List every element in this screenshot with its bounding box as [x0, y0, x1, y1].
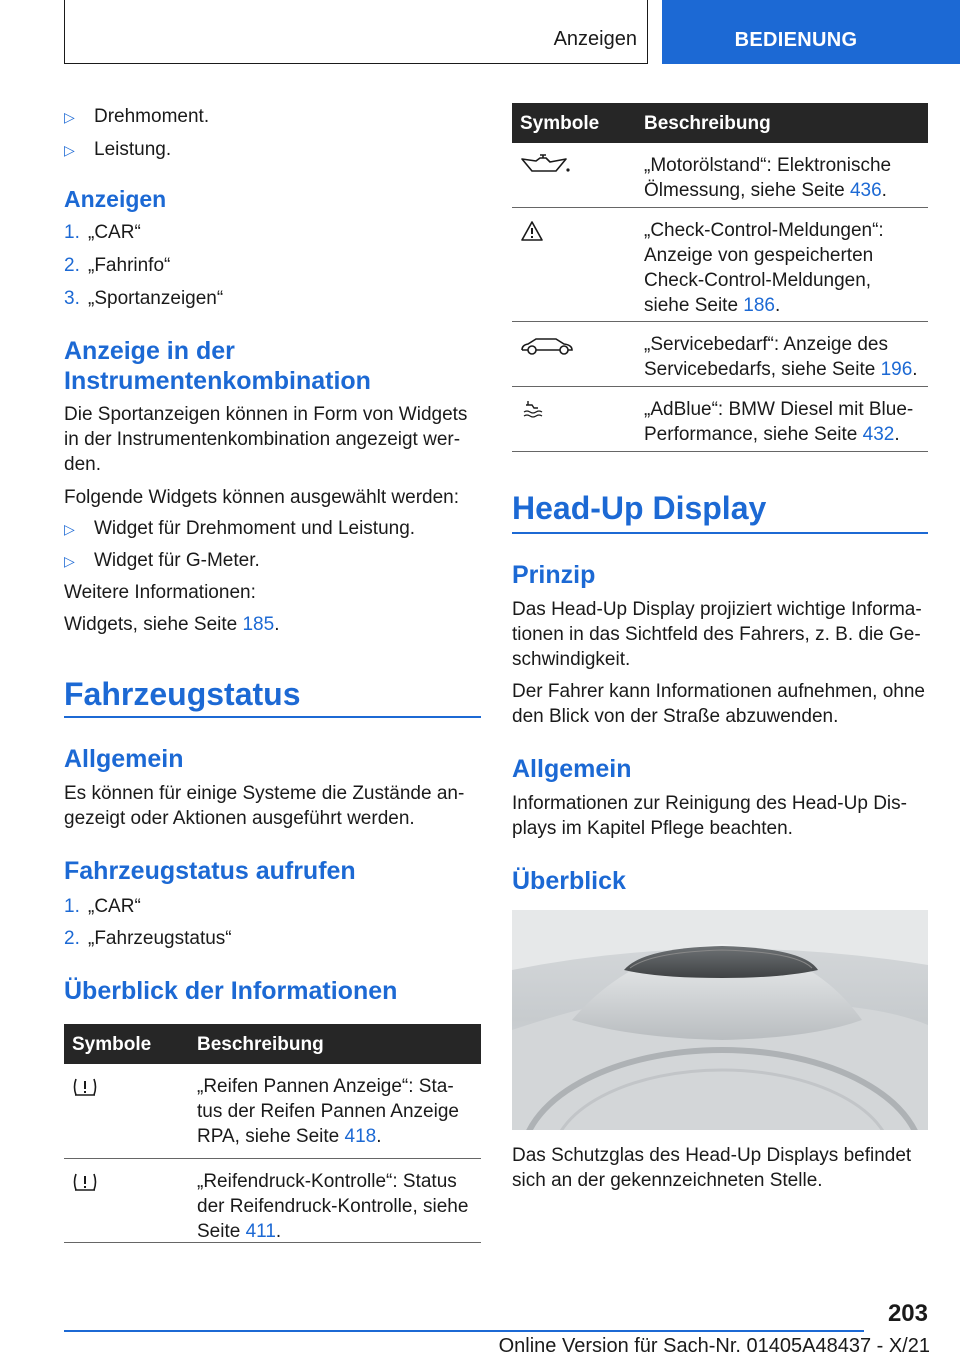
allgemein-paragraph: Informationen zur Reinigung des Head-Up Dis- plays im Kapitel Pflege beachten.	[512, 793, 907, 839]
bullet-triangle-icon: ▷	[64, 553, 75, 569]
page-link[interactable]: 418	[344, 1126, 377, 1147]
bullet-triangle-icon: ▷	[64, 142, 75, 158]
table-row: „Servicebedarf“: Anzeige des Servicebedarfs, siehe Seite 196.	[512, 322, 928, 387]
head-up-display-photo	[512, 910, 928, 1130]
service-car-icon	[520, 336, 574, 361]
symbol-table	[512, 103, 928, 453]
adblue-icon	[520, 399, 544, 426]
page-link[interactable]: 196	[880, 359, 913, 380]
more-info-label: Weitere Informationen:	[64, 582, 256, 603]
anzeigen-heading: Anzeigen	[64, 186, 167, 212]
status-table	[64, 1024, 481, 1244]
footer-text: Online Version für Sach-Nr. 01405A48437 - X/21	[498, 1335, 930, 1357]
table-row: „AdBlue“: BMW Diesel mit Blue- Performance, siehe Seite 432.	[512, 387, 928, 452]
tire-pressure-icon	[72, 1171, 98, 1198]
page-link[interactable]: 411	[245, 1221, 276, 1242]
ueberblick-heading: Überblick	[512, 867, 626, 895]
oil-can-icon	[520, 153, 572, 182]
allgemein-paragraph: Es können für einige Systeme die Zustände an- gezeigt oder Aktionen ausgeführt werden.	[64, 783, 465, 829]
page-link[interactable]: 186	[743, 295, 775, 316]
table-header: Symbole Beschreibung	[64, 1024, 481, 1064]
page-header	[0, 0, 960, 66]
page-number: 203	[887, 1300, 928, 1327]
title-rule	[64, 716, 481, 718]
prinzip-heading: Prinzip	[512, 561, 596, 589]
header-section-box	[64, 0, 648, 64]
prinzip-paragraph-2: Der Fahrer kann Informationen aufnehmen, ohne den Blick von der Straße abzuwenden.	[512, 681, 925, 727]
warning-triangle-icon	[520, 220, 544, 247]
header-section-title: Anzeigen	[553, 28, 637, 50]
page-link[interactable]: 436	[849, 180, 882, 201]
widgets-reference: Widgets, siehe Seite 185.	[64, 614, 280, 635]
table-row: „Check-Control-Meldungen“: Anzeige von gespeicherten Check-Control-Meldungen, siehe Seite 186.	[512, 208, 928, 322]
header-chapter-tab	[662, 0, 960, 64]
header-chapter-title: BEDIENUNG	[734, 29, 858, 51]
page-link[interactable]: 185	[242, 614, 275, 635]
ueberblick-info-heading: Überblick der Informationen	[64, 977, 398, 1005]
table-header: Symbole Beschreibung	[512, 103, 928, 143]
fahrzeugstatus-title: Fahrzeugstatus	[64, 676, 301, 712]
table-row: „Reifen Pannen Anzeige“: Sta- tus der Reifen Pannen Anzeige RPA, siehe Seite 418.	[64, 1064, 481, 1159]
table-row: „Reifendruck-Kontrolle“: Status der Reifendruck-Kontrolle, siehe Seite 411.	[64, 1159, 481, 1243]
title-rule	[512, 532, 928, 534]
allgemein-heading: Allgemein	[512, 755, 632, 783]
bullet-triangle-icon: ▷	[64, 109, 75, 125]
prinzip-paragraph: Das Head-Up Display projiziert wichtige Informa- tionen in das Sichtfeld des Fahrers, z. B. die Ge- schwindigkeit.	[512, 599, 922, 670]
tire-warning-icon	[72, 1076, 98, 1103]
bullet-triangle-icon: ▷	[64, 521, 75, 537]
photo-caption: Das Schutzglas des Head-Up Displays befindet sich an der gekennzeichneten Stelle.	[512, 1145, 912, 1191]
table-row: „Motorölstand“: Elektronische Ölmessung, siehe Seite 436.	[512, 143, 928, 208]
aufrufen-heading: Fahrzeugstatus aufrufen	[64, 857, 356, 885]
instrument-cluster-paragraph: Die Sportanzeigen können in Form von Widgets in der Instrumentenkombination angezeigt wer- den.	[64, 404, 468, 475]
page-link[interactable]: 432	[862, 424, 895, 445]
allgemein-heading: Allgemein	[64, 745, 184, 773]
instrument-cluster-heading: Anzeige in der Instrumentenkombination	[64, 337, 371, 395]
footer-rule	[64, 1330, 864, 1332]
head-up-display-title: Head-Up Display	[512, 490, 767, 526]
widgets-intro: Folgende Widgets können ausgewählt werden:	[64, 487, 460, 508]
